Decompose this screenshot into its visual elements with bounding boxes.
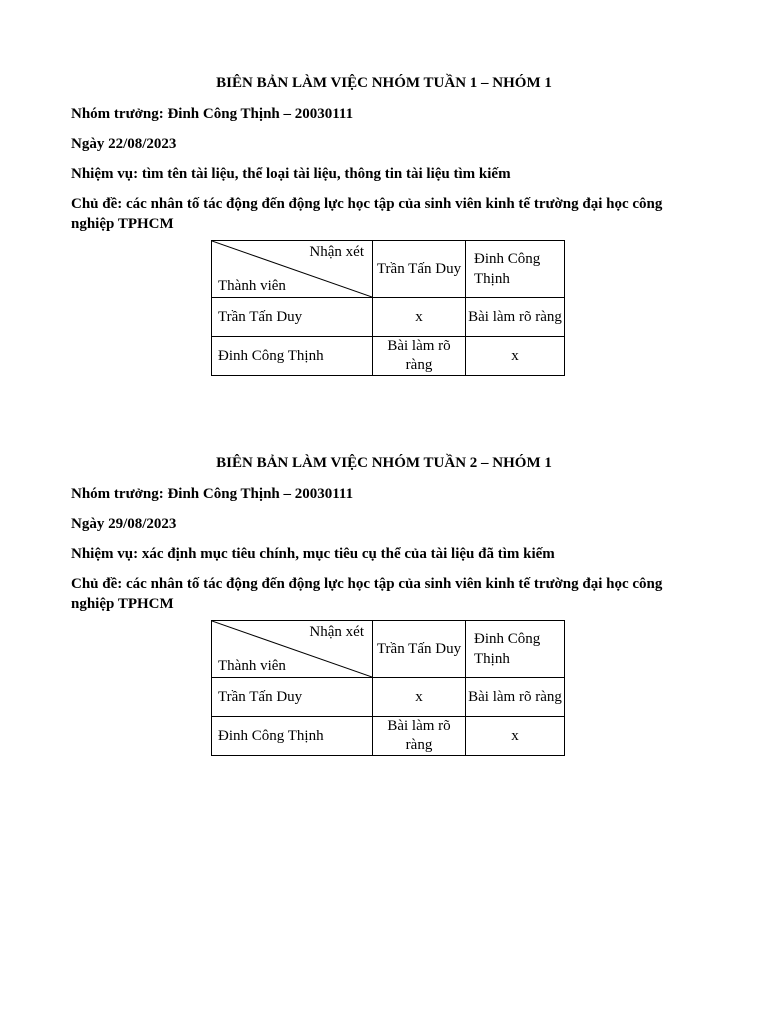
topic-label: Chủ đề: xyxy=(71,196,123,212)
table-header-row xyxy=(212,621,565,678)
table-cell: x xyxy=(373,678,466,717)
corner-top-label: Nhận xét xyxy=(309,244,364,260)
column-header: Đinh Công Thịnh xyxy=(466,241,565,298)
topic-value: các nhân tố tác động đến động lực học tập của sinh viên kinh tế trường đại học công nghiệp TPHCM xyxy=(71,196,663,232)
evaluation-table xyxy=(211,240,565,376)
table-cell: x xyxy=(373,298,466,337)
row-header: Trần Tấn Duy xyxy=(212,678,373,717)
table-header-row xyxy=(212,241,565,298)
table-cell: x xyxy=(466,717,565,756)
report-title: BIÊN BẢN LÀM VIỆC NHÓM TUẦN 1 – NHÓM 1 xyxy=(216,75,552,91)
corner-bottom-label: Thành viên xyxy=(218,278,286,294)
task-label: Nhiệm vụ: xyxy=(71,546,139,562)
table-cell: x xyxy=(466,337,565,376)
corner-header-cell xyxy=(212,241,373,298)
report-week-2 xyxy=(71,453,701,756)
table-row xyxy=(212,678,565,717)
column-header: Đinh Công Thịnh xyxy=(466,621,565,678)
task-value: tìm tên tài liệu, thể loại tài liệu, thông tin tài liệu tìm kiếm xyxy=(141,166,511,182)
table-cell: Bài làm rõ ràng xyxy=(466,298,565,337)
table-row xyxy=(212,298,565,337)
task-label: Nhiệm vụ: xyxy=(71,166,139,182)
leader-line xyxy=(71,484,701,504)
row-header: Trần Tấn Duy xyxy=(212,298,373,337)
row-header: Đinh Công Thịnh xyxy=(212,717,373,756)
table-cell: Bài làm rõ ràng xyxy=(373,717,466,756)
leader-label: Nhóm trưởng: xyxy=(71,106,164,122)
table-row xyxy=(212,717,565,756)
task-value: xác định mục tiêu chính, mục tiêu cụ thể của tài liệu đã tìm kiếm xyxy=(141,546,555,562)
corner-top-label: Nhận xét xyxy=(309,624,364,640)
date-line: Ngày 22/08/2023 xyxy=(71,136,177,152)
report-title: BIÊN BẢN LÀM VIỆC NHÓM TUẦN 2 – NHÓM 1 xyxy=(216,455,552,471)
date-line: Ngày 29/08/2023 xyxy=(71,516,177,532)
leader-value: Đinh Công Thịnh – 20030111 xyxy=(167,106,354,122)
table-cell: Bài làm rõ ràng xyxy=(373,337,466,376)
topic-line xyxy=(71,574,701,614)
column-header: Trần Tấn Duy xyxy=(373,241,466,298)
task-line xyxy=(71,544,701,564)
table-row xyxy=(212,337,565,376)
corner-bottom-label: Thành viên xyxy=(218,658,286,674)
evaluation-table xyxy=(211,620,565,756)
report-week-1 xyxy=(71,73,701,376)
topic-value: các nhân tố tác động đến động lực học tập của sinh viên kinh tế trường đại học công nghiệp TPHCM xyxy=(71,576,663,612)
topic-label: Chủ đề: xyxy=(71,576,123,592)
task-line xyxy=(71,164,701,184)
leader-value: Đinh Công Thịnh – 20030111 xyxy=(167,486,354,502)
row-header: Đinh Công Thịnh xyxy=(212,337,373,376)
leader-line xyxy=(71,104,701,124)
corner-header-cell xyxy=(212,621,373,678)
column-header: Trần Tấn Duy xyxy=(373,621,466,678)
table-cell: Bài làm rõ ràng xyxy=(466,678,565,717)
leader-label: Nhóm trưởng: xyxy=(71,486,164,502)
topic-line xyxy=(71,194,701,234)
